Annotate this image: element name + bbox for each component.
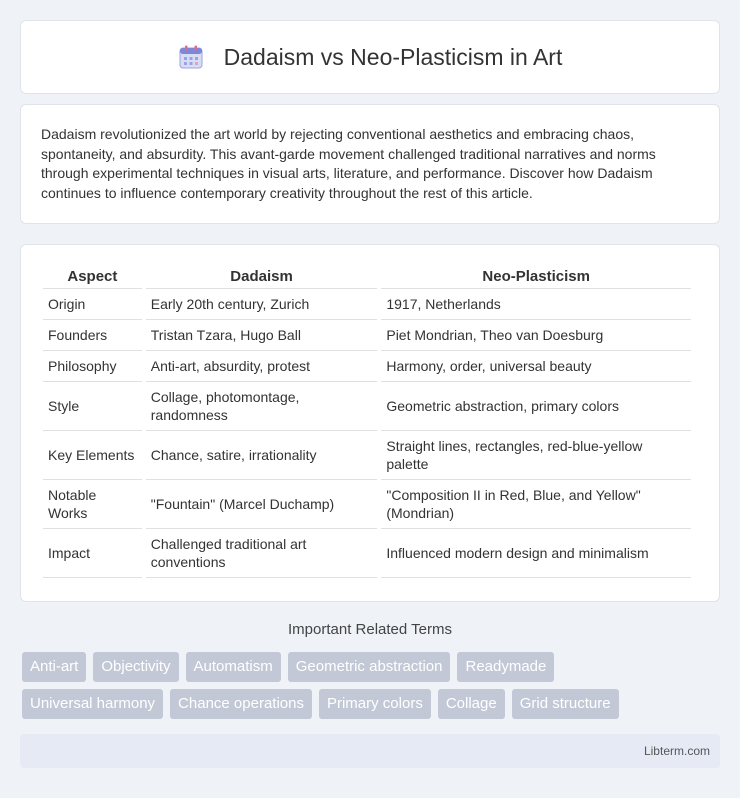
- tag-readymade[interactable]: Readymade: [457, 652, 554, 682]
- table-row: [43, 529, 691, 578]
- table-cell: Philosophy: [43, 351, 142, 382]
- comparison-card: [20, 244, 720, 602]
- table-cell: Style: [43, 382, 142, 431]
- intro-text: Dadaism revolutionized the art world by rejecting conventional aesthetics and embracing chaos, spontaneity, and absurdity. This avant-garde movement challenged traditional narratives and norms through experimental techniques in visual arts, literature, and performance. Discover how Dadaism continues to influence contemporary creativity throughout the rest of this article.: [41, 126, 656, 201]
- table-cell: Geometric abstraction, primary colors: [381, 382, 691, 431]
- table-cell: "Fountain" (Marcel Duchamp): [146, 480, 378, 529]
- footer: [20, 734, 720, 768]
- title-wrap: [178, 44, 563, 71]
- tag-collage[interactable]: Collage: [438, 689, 505, 719]
- table-cell: 1917, Netherlands: [381, 289, 691, 320]
- table-cell: Impact: [43, 529, 142, 578]
- table-cell: Collage, photomontage, randomness: [146, 382, 378, 431]
- header-dadaism: Dadaism: [146, 267, 378, 289]
- table-header-row: [43, 267, 691, 289]
- table-cell: Notable Works: [43, 480, 142, 529]
- table-cell: Straight lines, rectangles, red-blue-yellow palette: [381, 431, 691, 480]
- tag-anti-art[interactable]: Anti-art: [22, 652, 86, 682]
- table-cell: "Composition II in Red, Blue, and Yellow" (Mondrian): [381, 480, 691, 529]
- table-row: [43, 320, 691, 351]
- table-cell: Influenced modern design and minimalism: [381, 529, 691, 578]
- table-row: [43, 480, 691, 529]
- table-cell: Key Elements: [43, 431, 142, 480]
- table-cell: Anti-art, absurdity, protest: [146, 351, 378, 382]
- intro-card: [20, 104, 720, 224]
- header-aspect: Aspect: [43, 267, 142, 289]
- calendar-icon: [178, 44, 204, 70]
- table-cell: Piet Mondrian, Theo van Doesburg: [381, 320, 691, 351]
- footer-site-link[interactable]: Libterm.com: [643, 744, 710, 758]
- table-cell: Chance, satire, irrationality: [146, 431, 378, 480]
- tag-objectivity[interactable]: Objectivity: [93, 652, 178, 682]
- table-cell: Founders: [43, 320, 142, 351]
- header-neo-plasticism: Neo-Plasticism: [381, 267, 691, 289]
- table-row: [43, 289, 691, 320]
- table-row: [43, 431, 691, 480]
- related-terms: [22, 652, 722, 726]
- tag-primary-colors[interactable]: Primary colors: [319, 689, 431, 719]
- tag-chance-operations[interactable]: Chance operations: [170, 689, 312, 719]
- comparison-table: [39, 267, 695, 578]
- table-cell: Origin: [43, 289, 142, 320]
- tag-grid-structure[interactable]: Grid structure: [512, 689, 619, 719]
- tag-automatism[interactable]: Automatism: [186, 652, 281, 682]
- table-row: [43, 382, 691, 431]
- related-terms-title: Important Related Terms: [288, 621, 452, 638]
- table-cell: Early 20th century, Zurich: [146, 289, 378, 320]
- page-title: Dadaism vs Neo-Plasticism in Art: [223, 43, 563, 70]
- tag-geometric-abstraction[interactable]: Geometric abstraction: [288, 652, 451, 682]
- table-row: [43, 351, 691, 382]
- table-cell: Challenged traditional art conventions: [146, 529, 378, 578]
- tag-row: [22, 652, 722, 682]
- table-cell: Tristan Tzara, Hugo Ball: [146, 320, 378, 351]
- title-card: [20, 20, 720, 94]
- tag-universal-harmony[interactable]: Universal harmony: [22, 689, 163, 719]
- table-cell: Harmony, order, universal beauty: [381, 351, 691, 382]
- tag-row: [22, 689, 722, 719]
